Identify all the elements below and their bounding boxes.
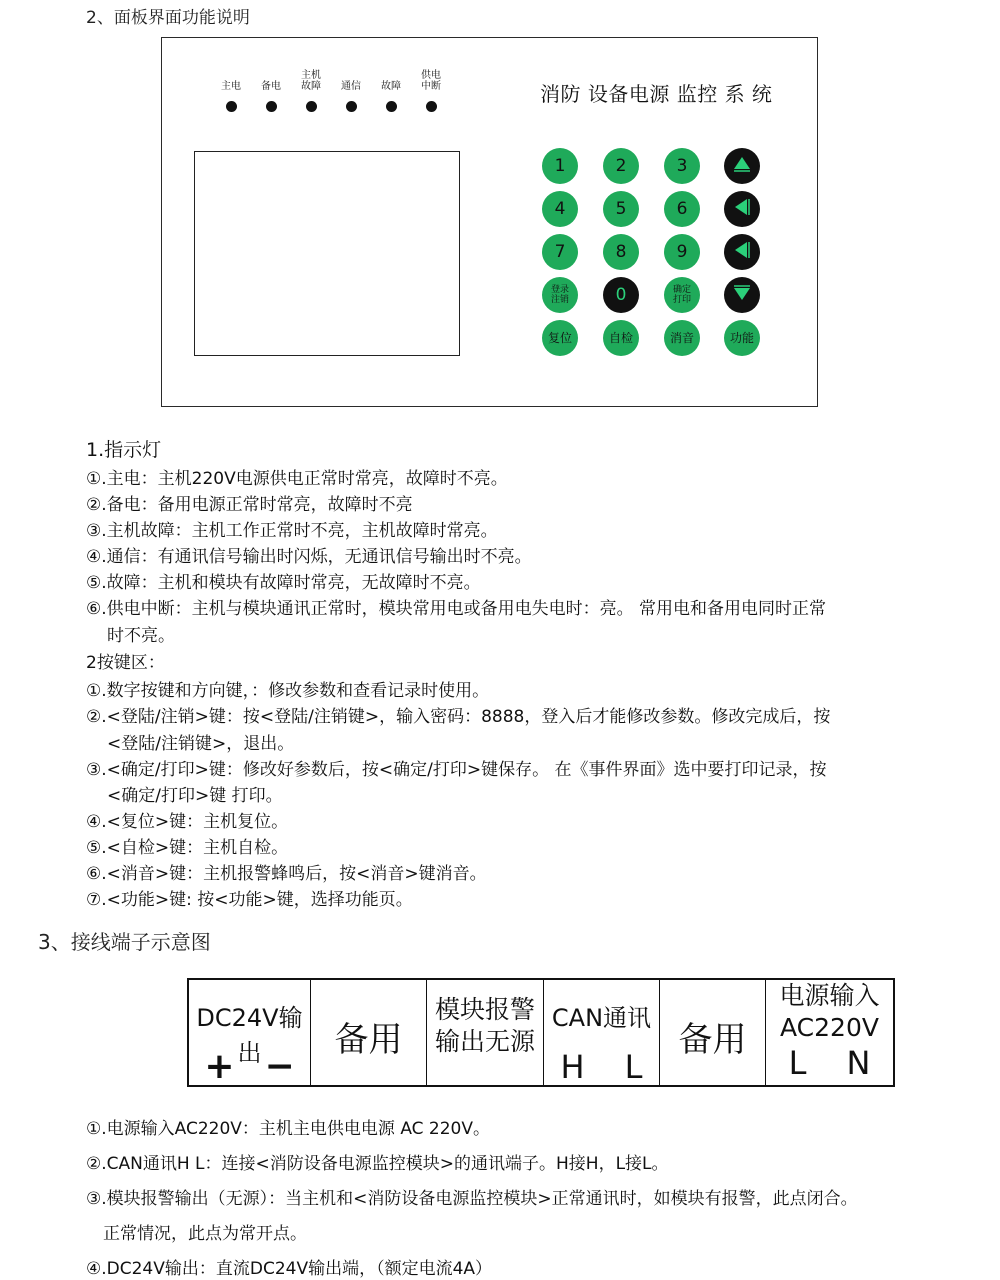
key-button[interactable] — [664, 148, 700, 184]
terminal-label: 电源输入 AC220V — [779, 981, 880, 1042]
terminal-signal: + — [204, 1046, 235, 1087]
key-button[interactable] — [542, 234, 578, 270]
instruction-line: ⑦.<功能>键: 按<功能>键，选择功能页。 — [86, 890, 413, 910]
indicator-label: 主电 — [221, 81, 241, 92]
key-button[interactable] — [664, 234, 700, 270]
terminal-signal: L — [624, 1048, 643, 1086]
terminal-signal: − — [264, 1046, 295, 1087]
indicator-led — [346, 101, 357, 112]
key-label: 7 — [554, 242, 566, 262]
terminal-note: ③.模块报警输出（无源）：当主机和<消防设备电源监控模块>正常通讯时，如模块有报警，此点闭合。 — [86, 1189, 858, 1209]
subsection-title: 2按键区： — [86, 653, 165, 673]
terminal-note: ②.CAN通讯H L：连接<消防设备电源监控模块>的通讯端子。H接H，L接L。 — [86, 1154, 669, 1174]
left-arrow-icon — [730, 238, 754, 267]
key-left-arrow[interactable] — [724, 234, 760, 270]
instruction-line: <确定/打印>键 打印。 — [107, 786, 283, 806]
terminal-note: ①.电源输入AC220V：主机主电供电电源 AC 220V。 — [86, 1119, 491, 1139]
indicator-label: 通信 — [341, 81, 361, 92]
instruction-line: ①.主电：主机220V电源供电正常时常亮，故障时不亮。 — [86, 469, 508, 489]
terminal-label: 备用 — [678, 1020, 747, 1060]
key-button[interactable] — [603, 277, 639, 313]
indicator-backup-power — [251, 68, 291, 112]
key-label: 4 — [554, 199, 566, 219]
terminal-label: DC24V输出 — [196, 1004, 303, 1067]
terminal-cell — [189, 980, 311, 1085]
terminal-note: 正常情况，此点为常开点。 — [103, 1224, 307, 1244]
indicator-led — [386, 101, 397, 112]
key-up-arrow[interactable] — [724, 148, 760, 184]
terminal-signal: H — [560, 1048, 585, 1086]
indicator-led — [306, 101, 317, 112]
key-label: 登录 注销 — [550, 285, 569, 305]
indicator-label: 故障 — [381, 81, 401, 92]
terminal-signal: L — [788, 1044, 807, 1082]
indicator-led — [426, 101, 437, 112]
key-label: 5 — [615, 199, 627, 219]
key-label: 3 — [676, 156, 688, 176]
terminal-note: ④.DC24V输出：直流DC24V输出端，（额定电流4A） — [86, 1259, 493, 1279]
key-button[interactable] — [542, 148, 578, 184]
key-button[interactable] — [664, 320, 700, 356]
terminal-block-diagram — [187, 978, 895, 1087]
lcd-screen — [194, 151, 460, 356]
key-button[interactable] — [664, 277, 700, 313]
panel-title: 消防 设备电源 监控 系 统 — [540, 82, 773, 106]
key-button[interactable] — [542, 277, 578, 313]
instruction-line: ⑥.供电中断：主机与模块通讯正常时，模块常用电或备用电失电时：亮。 常用电和备用电同时正常 — [86, 599, 827, 619]
terminal-cell — [660, 980, 766, 1085]
left-arrow-icon — [730, 195, 754, 224]
instruction-line: ⑥.<消音>键：主机报警蜂鸣后，按<消音>键消音。 — [86, 864, 487, 884]
instruction-line: <登陆/注销键>，退出。 — [107, 734, 295, 754]
key-button[interactable] — [603, 320, 639, 356]
key-label: 1 — [554, 156, 566, 176]
terminal-label: 模块报警 输出无源 — [434, 995, 535, 1056]
key-button[interactable] — [664, 191, 700, 227]
indicator-label: 主机 故障 — [301, 70, 321, 92]
down-arrow-icon — [730, 281, 754, 310]
indicator-label: 供电 中断 — [421, 70, 441, 92]
instruction-line: ②.备电：备用电源正常时常亮，故障时不亮 — [86, 495, 413, 515]
instruction-line: ④.通信：有通讯信号输出时闪烁，无通讯信号输出时不亮。 — [86, 547, 532, 567]
terminal-label: 备用 — [334, 1020, 403, 1060]
key-button[interactable] — [724, 320, 760, 356]
instruction-line: ④.<复位>键：主机复位。 — [86, 812, 289, 832]
instruction-line: ②.<登陆/注销>键：按<登陆/注销键>，输入密码：8888，登入后才能修改参数。修改完成后，按 — [86, 707, 831, 727]
indicator-main-power — [211, 68, 251, 112]
indicator-communication — [331, 68, 371, 112]
section2-title: 2、面板界面功能说明 — [86, 8, 250, 28]
instruction-line: ③.主机故障：主机工作正常时不亮，主机故障时常亮。 — [86, 521, 498, 541]
instruction-line: ⑤.故障：主机和模块有故障时常亮，无故障时不亮。 — [86, 573, 481, 593]
key-label: 消音 — [669, 331, 694, 345]
indicator-led — [266, 101, 277, 112]
key-label: 确定 打印 — [672, 285, 691, 305]
key-label: 复位 — [547, 331, 572, 345]
instruction-line: ⑤.<自检>键：主机自检。 — [86, 838, 289, 858]
up-arrow-icon — [730, 152, 754, 181]
key-label: 6 — [676, 199, 688, 219]
indicator-fault — [371, 68, 411, 112]
key-label: 9 — [676, 242, 688, 262]
terminal-cell — [544, 980, 660, 1085]
terminal-signal: N — [846, 1044, 871, 1082]
terminal-cell — [427, 980, 544, 1085]
key-button[interactable] — [603, 191, 639, 227]
instruction-line: ①.数字按键和方向键，：修改参数和查看记录时使用。 — [86, 681, 490, 701]
key-label: 8 — [615, 242, 627, 262]
section3-title: 3、接线端子示意图 — [38, 930, 211, 954]
terminal-cell — [766, 980, 893, 1085]
key-label: 2 — [615, 156, 627, 176]
key-label: 自检 — [608, 331, 633, 345]
indicator-power-interruption — [411, 68, 451, 112]
key-button[interactable] — [603, 148, 639, 184]
key-down-arrow[interactable] — [724, 277, 760, 313]
terminal-label: CAN通讯 — [551, 1004, 652, 1032]
key-button[interactable] — [542, 320, 578, 356]
control-panel-diagram — [161, 37, 818, 407]
indicator-led — [226, 101, 237, 112]
key-label: 功能 — [729, 331, 754, 345]
terminal-cell — [311, 980, 427, 1085]
key-button[interactable] — [542, 191, 578, 227]
instruction-line: 时不亮。 — [107, 626, 175, 646]
subsection-title: 1.指示灯 — [86, 439, 162, 461]
instruction-line: ③.<确定/打印>键：修改好参数后，按<确定/打印>键保存。 在《事件界面》选中要打印记录，按 — [86, 760, 827, 780]
key-button[interactable] — [603, 234, 639, 270]
key-label: 0 — [615, 285, 627, 305]
indicator-label: 备电 — [261, 81, 281, 92]
indicator-host-fault — [291, 68, 331, 112]
key-left-arrow[interactable] — [724, 191, 760, 227]
